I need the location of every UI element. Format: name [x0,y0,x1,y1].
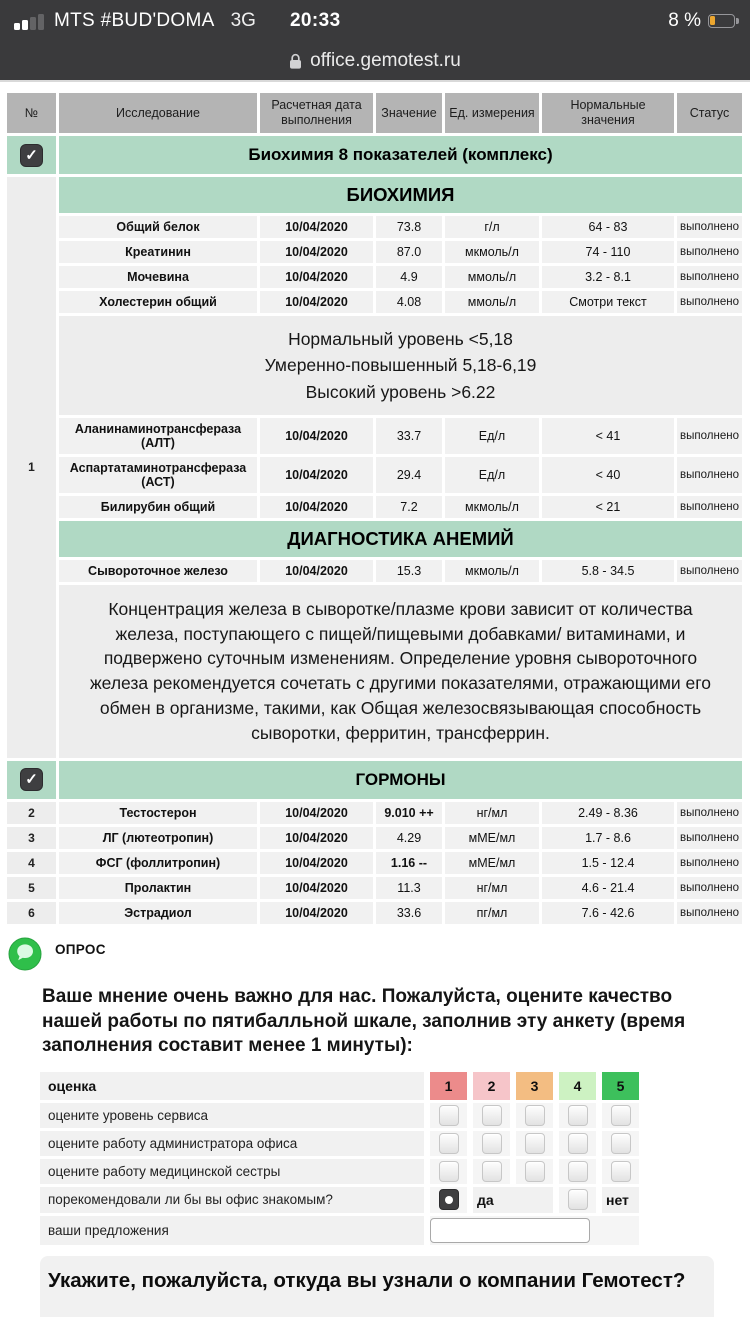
row-number-cell: 4 [7,852,56,874]
test-norm-cell: 74 - 110 [542,241,674,263]
rating-cell [516,1159,553,1184]
survey-question-row [40,1159,639,1184]
test-unit-cell: мкмоль/л [445,496,539,518]
test-date-cell: 10/04/2020 [260,496,373,518]
test-unit-cell: Ед/л [445,457,539,493]
test-date-cell: 10/04/2020 [260,241,373,263]
group-checkbox-cell [7,136,56,174]
rating-checkbox[interactable] [525,1105,545,1126]
carrier-label: MTS #BUD'DOMA [54,10,215,31]
test-unit-cell: мМЕ/мл [445,852,539,874]
test-name-cell: Аланинаминотрансфераза (АЛТ) [59,418,257,454]
lock-icon [289,53,302,70]
test-status-cell: выполнено [677,241,742,263]
url-bar[interactable] [0,42,750,80]
rating-cell [430,1103,467,1128]
table-row [7,457,742,493]
results-header-row [7,93,742,133]
test-value-cell: 4.08 [376,291,442,313]
group-checkbox-hormones[interactable]: ✓ [20,768,43,791]
test-status-cell: выполнено [677,827,742,849]
table-row [7,266,742,288]
row-number-cell: 3 [7,827,56,849]
test-unit-cell: нг/мл [445,802,539,824]
test-norm-cell: 1.7 - 8.6 [542,827,674,849]
test-date-cell: 10/04/2020 [260,827,373,849]
test-value-cell: 1.16 -- [376,852,442,874]
survey-section [0,927,750,1317]
rating-cell [473,1159,510,1184]
test-unit-cell: мМЕ/мл [445,827,539,849]
test-value-cell: 29.4 [376,457,442,493]
divider [0,80,750,82]
table-row [7,316,742,415]
suggestions-input[interactable] [430,1218,590,1243]
survey-table [34,1069,645,1248]
test-unit-cell: г/л [445,216,539,238]
column-header: Нормальные значения [542,93,674,133]
test-name-cell: Креатинин [59,241,257,263]
rating-cell [430,1131,467,1156]
test-norm-cell: 4.6 - 21.4 [542,877,674,899]
battery-percent-label: 8 % [668,10,701,31]
test-name-cell: Аспартатаминотрансфераза (АСТ) [59,457,257,493]
rating-cell [430,1159,467,1184]
table-row [7,496,742,518]
clock: 20:33 [289,10,341,31]
rating-checkbox[interactable] [568,1133,588,1154]
test-status-cell: выполнено [677,902,742,924]
test-unit-cell: Ед/л [445,418,539,454]
test-status-cell: выполнено [677,496,742,518]
table-row [7,560,742,582]
test-name-cell: Билирубин общий [59,496,257,518]
test-norm-cell: 1.5 - 12.4 [542,852,674,874]
test-status-cell: выполнено [677,418,742,454]
battery-icon [708,14,735,28]
test-unit-cell: мкмоль/л [445,241,539,263]
test-value-cell: 73.8 [376,216,442,238]
survey-title: ОПРОС [55,941,106,957]
test-unit-cell: ммоль/л [445,266,539,288]
group-header-row [7,761,742,799]
test-value-cell: 15.3 [376,560,442,582]
test-norm-cell: < 41 [542,418,674,454]
rating-checkbox[interactable] [611,1105,631,1126]
rating-checkbox[interactable] [525,1161,545,1182]
table-row [7,521,742,557]
group-title: ГОРМОНЫ [59,761,742,799]
test-norm-cell: < 40 [542,457,674,493]
table-row [7,585,742,758]
recommend-question-label: порекомендовали ли бы вы офис знакомым? [40,1187,424,1213]
recommend-yes-label: да [473,1187,553,1213]
results-table [4,90,745,927]
table-row [7,418,742,454]
test-name-cell: ЛГ (лютеотропин) [59,827,257,849]
test-date-cell: 10/04/2020 [260,877,373,899]
survey-footer-question: Укажите, пожалуйста, откуда вы узнали о компании Гемотест? [40,1256,714,1317]
suggestions-label: ваши предложения [40,1216,424,1245]
column-header: Расчетная дата выполнения [260,93,373,133]
test-date-cell: 10/04/2020 [260,266,373,288]
survey-question-label: оцените работу администратора офиса [40,1131,424,1156]
survey-question-label: оцените уровень сервиса [40,1103,424,1128]
rating-cell [516,1103,553,1128]
rating-checkbox[interactable] [482,1133,502,1154]
row-number-cell: 6 [7,902,56,924]
test-value-cell: 87.0 [376,241,442,263]
cellular-signal-icon [14,14,44,30]
test-name-cell: Тестостерон [59,802,257,824]
test-unit-cell: мкмоль/л [445,560,539,582]
rating-checkbox[interactable] [611,1133,631,1154]
test-value-cell: 33.6 [376,902,442,924]
group-checkbox-cell [7,761,56,799]
scale-cell-4: 4 [559,1072,596,1100]
test-value-cell: 9.010 ++ [376,802,442,824]
note-cell: Концентрация железа в сыворотке/плазме крови зависит от количества железа, поступающего с пищей/пищевыми добавками/ витаминами, и подвержено суточным изменениям. Определение уровня сывороточного железа рекомендуется сочетать с другими показателями, отражающими его обмен в организме, такими, как Общая железосвязывающая способность сыворотки, ферритин, трансферрин. [59,585,742,758]
table-row [7,827,742,849]
rating-cell [602,1103,639,1128]
test-status-cell: выполнено [677,291,742,313]
test-norm-cell: 3.2 - 8.1 [542,266,674,288]
table-row [7,241,742,263]
test-value-cell: 7.2 [376,496,442,518]
test-status-cell: выполнено [677,852,742,874]
scale-cell-1: 1 [430,1072,467,1100]
test-norm-cell: Смотри текст [542,291,674,313]
table-row [7,852,742,874]
test-date-cell: 10/04/2020 [260,852,373,874]
test-status-cell: выполнено [677,802,742,824]
test-status-cell: выполнено [677,457,742,493]
rating-checkbox[interactable] [525,1133,545,1154]
recommend-row [40,1187,639,1213]
scale-header-row [40,1072,639,1100]
radio-dot [445,1196,453,1204]
rating-checkbox[interactable] [439,1161,459,1182]
test-name-cell: ФСГ (фоллитропин) [59,852,257,874]
row-number-cell: 2 [7,802,56,824]
rating-cell [559,1103,596,1128]
table-row [7,177,742,213]
test-date-cell: 10/04/2020 [260,802,373,824]
row-number-cell: 5 [7,877,56,899]
test-norm-cell: 7.6 - 42.6 [542,902,674,924]
rating-cell [473,1131,510,1156]
test-status-cell: выполнено [677,560,742,582]
rating-checkbox[interactable] [439,1105,459,1126]
scale-cell-5: 5 [602,1072,639,1100]
scale-cell-3: 3 [516,1072,553,1100]
column-header: Значение [376,93,442,133]
column-header: Статус [677,93,742,133]
test-name-cell: Пролактин [59,877,257,899]
column-header: Ед. измерения [445,93,539,133]
recommend-no-cell [559,1187,596,1213]
test-name-cell: Мочевина [59,266,257,288]
test-value-cell: 4.29 [376,827,442,849]
group-checkbox-biochem[interactable]: ✓ [20,144,43,167]
test-name-cell: Холестерин общий [59,291,257,313]
table-row [7,902,742,924]
table-row [7,216,742,238]
suggestions-row [40,1216,639,1245]
test-norm-cell: 5.8 - 34.5 [542,560,674,582]
test-date-cell: 10/04/2020 [260,291,373,313]
test-name-cell: Эстрадиол [59,902,257,924]
test-norm-cell: 64 - 83 [542,216,674,238]
rating-cell [602,1131,639,1156]
section-title: БИОХИМИЯ [59,177,742,213]
url-text: office.gemotest.ru [310,50,461,71]
rating-checkbox[interactable] [568,1105,588,1126]
table-row [7,802,742,824]
browser-top-bar [0,0,750,80]
rating-cell [559,1159,596,1184]
test-norm-cell: < 21 [542,496,674,518]
test-value-cell: 11.3 [376,877,442,899]
group-header-row [7,136,742,174]
recommend-no-label: нет [602,1187,639,1213]
test-date-cell: 10/04/2020 [260,418,373,454]
survey-question-row [40,1103,639,1128]
table-row [7,291,742,313]
network-type-label: 3G [230,10,256,31]
survey-question-row [40,1131,639,1156]
scale-header-label: оценка [40,1072,424,1100]
rating-checkbox[interactable] [611,1161,631,1182]
survey-chat-icon [8,937,42,971]
rating-checkbox[interactable] [482,1161,502,1182]
group-title: Биохимия 8 показателей (комплекс) [59,136,742,174]
test-unit-cell: ммоль/л [445,291,539,313]
test-date-cell: 10/04/2020 [260,457,373,493]
recommend-yes-checkbox[interactable] [439,1189,459,1210]
test-date-cell: 10/04/2020 [260,560,373,582]
rating-checkbox[interactable] [568,1161,588,1182]
recommend-yes-cell [430,1187,467,1213]
scale-cell-2: 2 [473,1072,510,1100]
test-value-cell: 33.7 [376,418,442,454]
test-unit-cell: пг/мл [445,902,539,924]
test-name-cell: Общий белок [59,216,257,238]
test-date-cell: 10/04/2020 [260,902,373,924]
survey-intro-text: Ваше мнение очень важно для нас. Пожалуйста, оцените качество нашей работы по пятибалльной шкале, заполнив эту анкету (время заполнения составит менее 1 минуты): [42,985,686,1057]
recommend-no-checkbox[interactable] [568,1189,588,1210]
test-value-cell: 4.9 [376,266,442,288]
suggestions-cell [430,1216,639,1245]
test-status-cell: выполнено [677,877,742,899]
test-date-cell: 10/04/2020 [260,216,373,238]
test-norm-cell: 2.49 - 8.36 [542,802,674,824]
rating-checkbox[interactable] [439,1133,459,1154]
status-bar [0,0,750,42]
test-status-cell: выполнено [677,216,742,238]
row-number-cell: 1 [7,177,56,758]
rating-cell [516,1131,553,1156]
rating-cell [473,1103,510,1128]
rating-cell [602,1159,639,1184]
test-name-cell: Сывороточное железо [59,560,257,582]
test-unit-cell: нг/мл [445,877,539,899]
column-header: № [7,93,56,133]
table-row [7,877,742,899]
rating-checkbox[interactable] [482,1105,502,1126]
section-title: ДИАГНОСТИКА АНЕМИЙ [59,521,742,557]
column-header: Исследование [59,93,257,133]
rating-cell [559,1131,596,1156]
survey-question-label: оцените работу медицинской сестры [40,1159,424,1184]
test-status-cell: выполнено [677,266,742,288]
note-cell: Нормальный уровень <5,18 Умеренно-повышенный 5,18-6,19 Высокий уровень >6.22 [59,316,742,415]
